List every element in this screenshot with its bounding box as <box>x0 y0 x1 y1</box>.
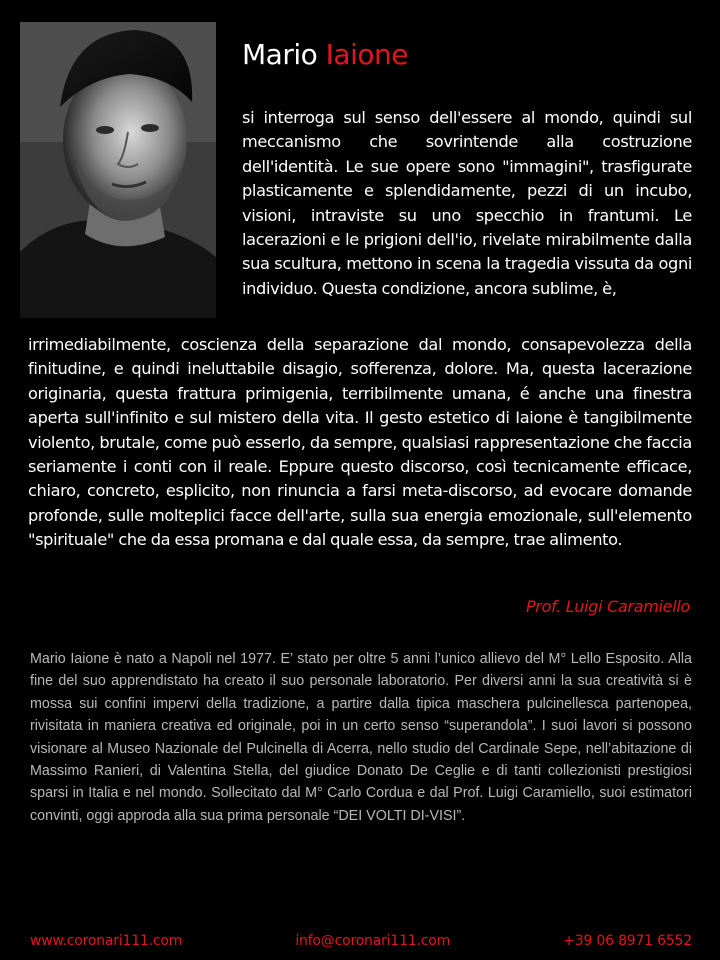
critique-signature: Prof. Luigi Caramiello <box>525 597 690 616</box>
intro-paragraph: si interroga sul senso dell'essere al mondo, quindi sul meccanismo che sovrintende alla costruzione dell'identità. Le sue opere sono "immagini", trasfigurate plasticamente e splendidamente, pezzi di un incubo, visioni, intraviste su uno specchio in frantumi. Le lacerazioni e le prigioni dell'io, rivelate mirabilmente dalla sua scultura, mettono in scena la tragedia vissuta da ogni individuo. Questa condizione, ancora sublime, è, <box>242 108 692 298</box>
artist-last-name: Iaione <box>325 38 408 71</box>
artist-first-name: Mario <box>242 38 318 71</box>
portrait-icon <box>20 22 216 318</box>
contact-footer <box>30 933 692 949</box>
critique-paragraph: irrimediabilmente, coscienza della separazione dal mondo, consapevolezza della finitudine, e quindi ineluttabile disagio, sofferenza, dolore. Ma, questa lacerazione originaria, questa frattura primigenia, terribilmente umana, é anche una finestra aperta sull'infinito e sul mistero della vita. Il gesto estetico di Iaione è tangibilmente violento, brutale, come può esserlo, da sempre, qualsiasi rappresentazione che faccia seriamente i conti con il reale. Eppure questo discorso, così tecnicamente efficace, chiaro, concreto, esplicito, non rinuncia a farsi meta-discorso, ad evocare domande profonde, sulle molteplici facce dell'arte, sulla sua energia emozionale, sull'elemento "spirituale" che da essa promana e dal quale essa, da sempre, trae alimento. <box>28 335 692 550</box>
artist-portrait-photo <box>20 22 216 318</box>
website-link[interactable]: www.coronari111.com <box>30 933 183 949</box>
biography-paragraph: Mario Iaione è nato a Napoli nel 1977. E’ stato per oltre 5 anni l’unico allievo del M° Lello Esposito. Alla fine del suo apprendistato ha creato il suo personale laboratorio. Per diversi anni la sua creatività si è mossa sui confini impervi della tradizione, a partire dalla tipica maschera pulcinellesca partenopea, rivisitata in maniera creativa ed originale, poi in un certo senso “superandola”. I suoi lavori si possono visionare al Museo Nazionale del Pulcinella di Acerra, nello studio del Cardinale Sepe, nell’abitazione di Massimo Ranieri, di Valentina Stella, del giudice Donato De Ceglie e di tanti collezionisti prestigiosi sparsi in Italia e nel mondo. Sollecitato dal M° Carlo Cordua e dal Prof. Luigi Caramiello, suoi estimatori convinti, oggi approda alla sua prima personale “DEI VOLTI DI-VISI”. <box>30 651 692 824</box>
artist-name-title <box>242 38 408 71</box>
email-link[interactable]: info@coronari111.com <box>295 933 451 949</box>
phone-number: +39 06 8971 6552 <box>563 933 692 949</box>
